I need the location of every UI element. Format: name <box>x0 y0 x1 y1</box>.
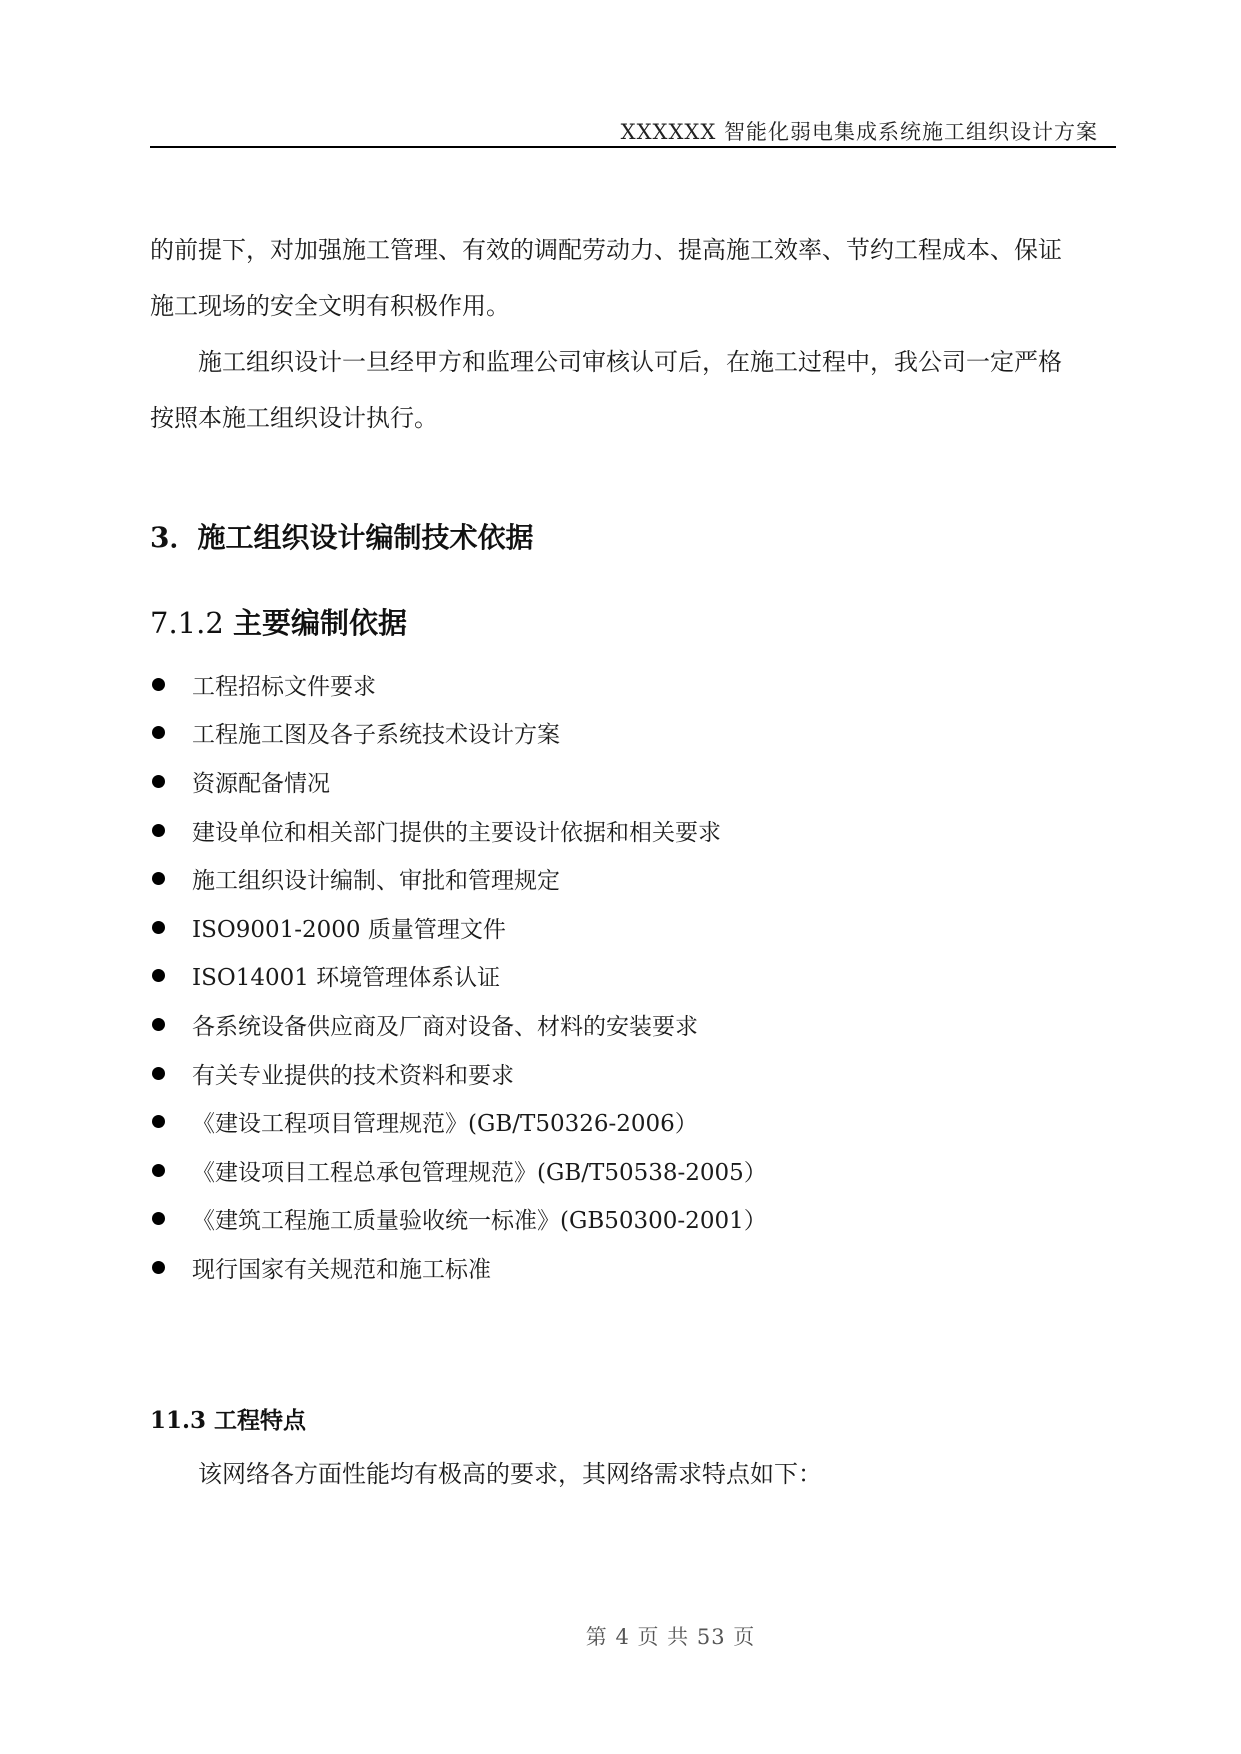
list-item <box>150 1097 1050 1146</box>
list-item <box>150 854 1050 903</box>
list-item <box>150 660 1050 709</box>
list-item-text: 建设单位和相关部门提供的主要设计依据和相关要求 <box>192 819 721 846</box>
list-item-text: 《建设项目工程总承包管理规范》(GB/T50538-2005） <box>192 1159 767 1186</box>
list-item <box>150 757 1050 806</box>
list-item <box>150 1146 1050 1195</box>
list-item-text: ISO9001-2000 质量管理文件 <box>192 916 506 943</box>
bullet-icon <box>152 1067 165 1080</box>
bullet-icon <box>152 872 165 885</box>
list-item <box>150 1195 1050 1244</box>
bullet-icon <box>152 678 165 691</box>
list-item-text: 资源配备情况 <box>192 770 330 797</box>
list-item-text: 工程招标文件要求 <box>192 673 376 700</box>
list-item <box>150 806 1050 855</box>
list-item-text: 有关专业提供的技术资料和要求 <box>192 1062 514 1089</box>
section-heading: 11.3 工程特点 <box>150 1407 307 1434</box>
list-item <box>150 1000 1050 1049</box>
list-item-text: 现行国家有关规范和施工标准 <box>192 1256 491 1283</box>
paragraph-line: 的前提下，对加强施工管理、有效的调配劳动力、提高施工效率、节约工程成本、保证 <box>150 236 1062 264</box>
page-header <box>150 112 1116 148</box>
subsection-title: 主要编制依据 <box>233 606 408 640</box>
list-item-text: 工程施工图及各子系统技术设计方案 <box>192 722 560 749</box>
bullet-icon <box>152 1212 165 1225</box>
subsection-heading <box>150 601 407 642</box>
bullet-icon <box>152 969 165 982</box>
bullet-icon <box>152 1115 165 1128</box>
document-title: XXXXXX 智能化弱电集成系统施工组织设计方案 <box>620 120 1098 144</box>
bullet-icon <box>152 921 165 934</box>
subsection-number: 7.1.2 <box>150 606 224 640</box>
list-item-text: 施工组织设计编制、审批和管理规定 <box>192 868 560 895</box>
list-item-text: 《建筑工程施工质量验收统一标准》(GB50300-2001） <box>192 1208 767 1235</box>
paragraph-line: 该网络各方面性能均有极高的要求，其网络需求特点如下： <box>198 1460 822 1488</box>
bullet-icon <box>152 726 165 739</box>
paragraph-line: 施工现场的安全文明有积极作用。 <box>150 292 510 320</box>
bullet-icon <box>152 824 165 837</box>
bullet-icon <box>152 1018 165 1031</box>
list-item <box>150 952 1050 1001</box>
list-item-text: 《建设工程项目管理规范》(GB/T50326-2006） <box>192 1111 698 1138</box>
list-item <box>150 1049 1050 1098</box>
list-item <box>150 903 1050 952</box>
list-item-text: 各系统设备供应商及厂商对设备、材料的安装要求 <box>192 1013 698 1040</box>
paragraph-line: 按照本施工组织设计执行。 <box>150 404 438 432</box>
paragraph-line: 施工组织设计一旦经甲方和监理公司审核认可后，在施工过程中，我公司一定严格 <box>198 348 1062 376</box>
basis-list <box>150 660 1050 1292</box>
bullet-icon <box>152 1164 165 1177</box>
bullet-icon <box>152 1261 165 1274</box>
list-item <box>150 1243 1050 1292</box>
section-heading: 3．施工组织设计编制技术依据 <box>150 521 534 554</box>
list-item-text: ISO14001 环境管理体系认证 <box>192 965 501 992</box>
list-item <box>150 709 1050 758</box>
bullet-icon <box>152 775 165 788</box>
page-number: 第 4 页 共 53 页 <box>585 1625 756 1649</box>
